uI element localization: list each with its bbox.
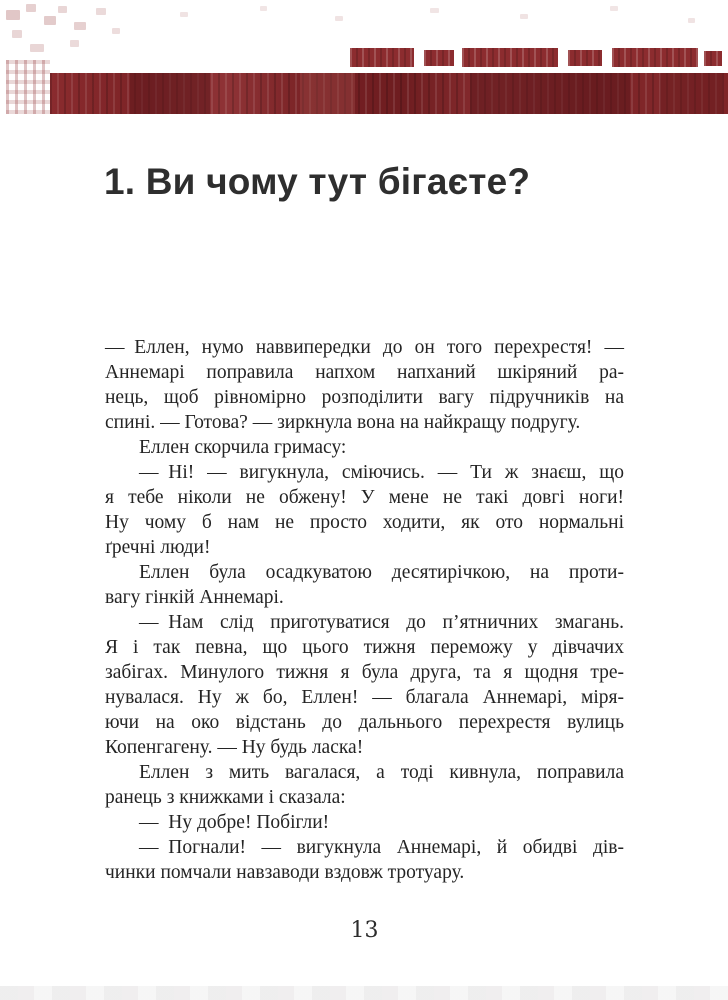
- text-line: — Нам слід приготуватися до п’ятничних змагань.: [139, 612, 624, 633]
- noise-speck: [44, 16, 56, 25]
- band-dark-block: [130, 73, 210, 114]
- text-line: — Ну добре! Побігли!: [139, 812, 330, 833]
- noise-speck: [430, 8, 439, 13]
- paragraph: [105, 835, 624, 885]
- noise-speck: [58, 6, 67, 13]
- text-line: спині. — Готова? — зиркнула вона на найкращу подругу.: [105, 412, 581, 433]
- red-fragment: [568, 50, 602, 66]
- noise-speck: [610, 6, 618, 11]
- noise-speck: [26, 4, 36, 12]
- text-line: Еллен була осадкуватою десятирічкою, на проти-: [139, 562, 624, 583]
- noise-speck: [74, 22, 86, 30]
- paragraph: [105, 560, 624, 610]
- band-dark-block: [660, 73, 722, 114]
- noise-speck: [260, 6, 267, 11]
- chapter-title: 1. Ви чому тут бігаєте?: [104, 161, 531, 202]
- text-line: Аннемарі поправила напхом напханий шкіряний ра-: [105, 362, 624, 383]
- band-left-noise: [6, 60, 50, 114]
- noise-speck: [70, 40, 79, 47]
- paragraph: [105, 335, 624, 435]
- bottom-noise-strip: [0, 986, 728, 1000]
- noise-speck: [335, 16, 343, 21]
- text-line: чинки помчали навзаводи вздовж тротуару.: [105, 862, 465, 883]
- paragraph: [105, 810, 624, 835]
- red-fragment: [612, 48, 698, 67]
- text-line: ґречні люди!: [105, 537, 211, 558]
- text-line: нувалася. Ну ж бо, Еллен! — благала Аннемарі, міря-: [105, 687, 624, 708]
- text-line: Еллен з мить вагалася, а тоді кивнула, поправила: [139, 762, 624, 783]
- chapter-body-text: [105, 335, 624, 885]
- red-cover-band: [50, 73, 728, 114]
- noise-speck: [96, 8, 106, 15]
- noise-speck: [112, 28, 120, 34]
- band-dark-block: [470, 73, 630, 114]
- noise-speck: [520, 14, 528, 19]
- red-fragment: [462, 48, 558, 67]
- noise-speck: [180, 12, 188, 17]
- noise-speck: [6, 10, 20, 20]
- red-fragment: [350, 48, 414, 67]
- text-line: забігах. Минулого тижня я була друга, та я щодня тре-: [105, 662, 624, 683]
- paragraph: [105, 460, 624, 560]
- text-line: ранець з книжками і сказала:: [105, 787, 346, 808]
- text-line: ючи на око відстань до дальнього перехрестя вулиць: [105, 712, 624, 733]
- text-line: Ну чому б нам не просто ходити, як ото нормальні: [105, 512, 624, 533]
- paragraph: [105, 610, 624, 760]
- text-line: — Еллен, нумо наввипередки до он того перехрестя! —: [105, 337, 624, 358]
- text-line: нець, щоб рівномірно розподілити вагу підручників на: [105, 387, 624, 408]
- red-fragment: [424, 50, 454, 66]
- text-line: вагу гінкій Аннемарі.: [105, 587, 284, 608]
- text-line: я тебе ніколи не обжену! У мене не такі довгі ноги!: [105, 487, 624, 508]
- paragraph: [105, 760, 624, 810]
- text-line: — Погнали! — вигукнула Аннемарі, й обидві дів-: [139, 837, 624, 858]
- text-line: — Ні! — вигукнула, сміючись. — Ти ж знаєш, що: [139, 462, 624, 483]
- noise-speck: [688, 18, 695, 23]
- text-line: Копенгагену. — Ну будь ласка!: [105, 737, 364, 758]
- page-number: 13: [350, 918, 379, 943]
- text-line: Еллен скорчила гримасу:: [139, 437, 347, 458]
- noise-speck: [30, 44, 44, 52]
- band-light-block: [300, 73, 355, 114]
- paragraph: [105, 435, 624, 460]
- red-fragment: [704, 51, 722, 66]
- noise-speck: [12, 30, 22, 38]
- text-line: Я і так певна, що цього тижня переможу у дівчачих: [105, 637, 624, 658]
